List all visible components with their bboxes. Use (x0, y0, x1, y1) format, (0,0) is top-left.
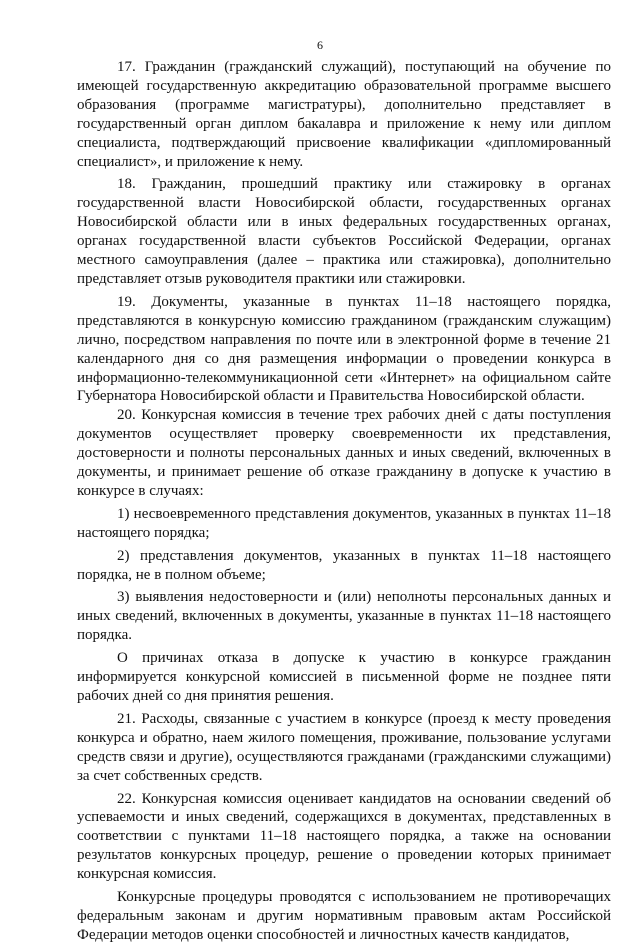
document-body (77, 58, 611, 945)
paragraph-19: 19. Документы, указанные в пунктах 11–18 настоящего порядка, представляются в конкурсную комиссию гражданином (гражданским служащим) лично, посредством направления по почте или в электронной форме в течение 21 календарного дня со дня размещения информации о проведении конкурса в информационно-телекоммуникационной сети «Интернет» на официальном сайте Губернатора Новосибирской области и Правительства Новосибирской области. (77, 293, 611, 405)
paragraph-17: 17. Гражданин (гражданский служащий), поступающий на обучение по имеющей государственную аккредитацию образовательной программе высшего образования (программе магистратуры), дополнительно представляет в государственный орган диплом бакалавра и приложение к нему или диплом специалиста, подтверждающий присвоение квалификации «дипломированный специалист», и приложение к нему. (77, 59, 611, 170)
paragraph-18: 18. Гражданин, прошедший практику или стажировку в органах государственной власти Новосибирской области, государственных органах Новосибирской области или в иных федеральных государственных органах, органах государственной власти субъектов Российской Федерации, органах местного самоуправления (далее – практика или стажировка), дополнительно представляет отзыв руководителя практики или стажировки. (77, 176, 611, 287)
paragraph-20: 20. Конкурсная комиссия в течение трех рабочих дней с даты поступления документов осуществляет проверку своевременности их представления, достоверности и полноты персональных данных и иных сведений, включенных в документы, и принимает решение об отказе гражданину в допуске к участию в конкурсе в случаях: (77, 407, 611, 499)
paragraph-procedures: Конкурсные процедуры проводятся с использованием не противоречащих федеральным законам и другим нормативным правовым актам Российской Федерации методов оценки способностей и личностных качеств кандидатов, (77, 889, 611, 943)
paragraph-refusal-notice: О причинах отказа в допуске к участию в конкурсе гражданин информируется конкурсной комиссией в письменной форме не позднее пяти рабочих дней со дня принятия решения. (77, 650, 611, 704)
list-item-2: 2) представления документов, указанных в пунктах 11–18 настоящего порядка, не в полном объеме; (77, 547, 611, 583)
list-item-1: 1) несвоевременного представления документов, указанных в пунктах 11–18 настоящего порядка; (77, 505, 611, 541)
list-item-3: 3) выявления недостоверности и (или) неполноты персональных данных и иных сведений, включенных в документы, указанные в пунктах 11–18 настоящего порядка. (77, 589, 611, 644)
paragraph-22: 22. Конкурсная комиссия оценивает кандидатов на основании сведений об успеваемости и иных сведений, содержащихся в документах, представленных в соответствии с пунктами 11–18 настоящего порядка, а также на основании результатов конкурсных процедур, решение о проведении которых принимает конкурсная комиссия. (77, 790, 611, 883)
paragraph-21: 21. Расходы, связанные с участием в конкурсе (проезд к месту проведения конкурса и обратно, наем жилого помещения, проживание, пользование услугами средств связи и другие), осуществляются гражданами (гражданскими служащими) за счет собственных средств. (77, 710, 611, 784)
page-number: 6 (317, 38, 323, 52)
